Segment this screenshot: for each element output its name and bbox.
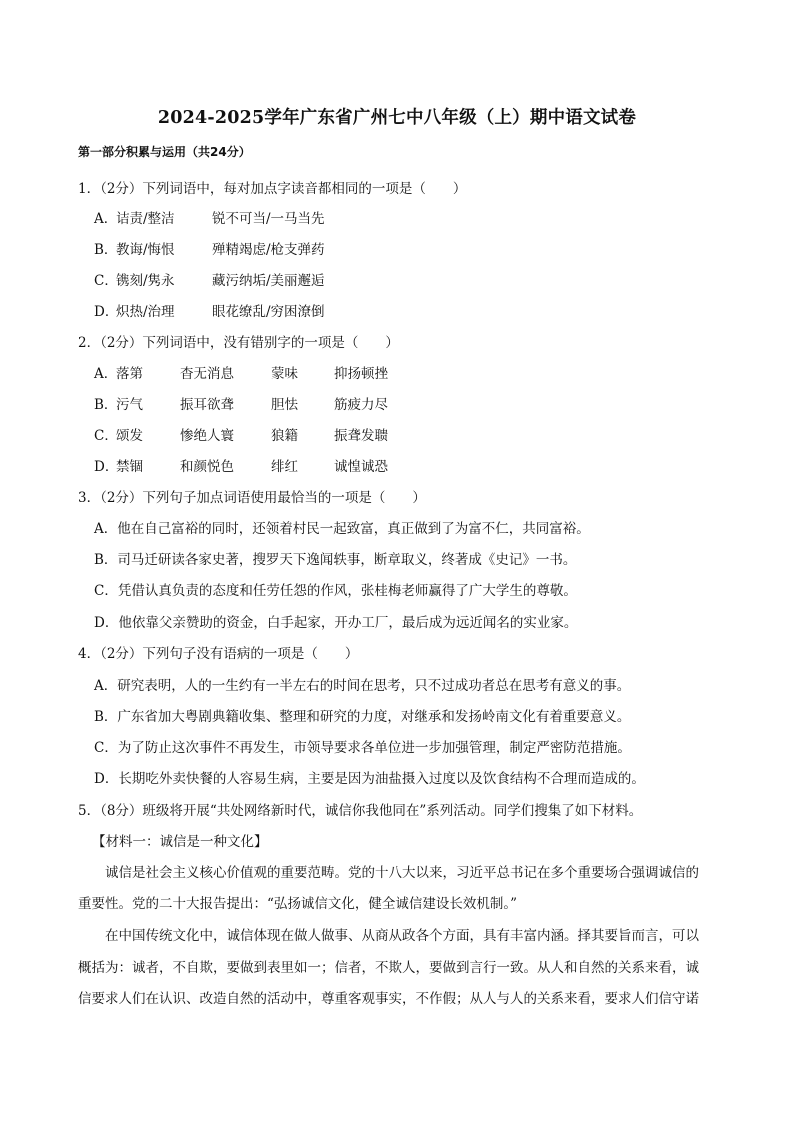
option-word: 胆怯 (271, 397, 298, 413)
option-label: C． (94, 428, 118, 444)
material-paragraph-line: 在中国传统文化中，诚信体现在做人做事、从商从政各个方面，具有丰富内涵。择其要旨而言，可以 (78, 928, 699, 944)
option-label: D． (94, 304, 119, 320)
option-word: 抑扬顿挫 (334, 366, 388, 382)
option-word: 颂发 (116, 428, 143, 444)
option-word: 禁锢 (116, 459, 143, 475)
question-1-option-b (94, 238, 325, 258)
question-4-stem: 4．（2分）下列句子没有语病的一项是（ ） (78, 646, 359, 662)
option-word: 振聋发聩 (334, 428, 388, 444)
option-word: 藏污纳垢/美丽邂逅 (212, 273, 325, 289)
question-2-option-d (94, 455, 388, 475)
question-2-option-b (94, 393, 388, 413)
question-3-option-c: C．凭借认真负责的态度和任劳任怨的作风，张桂梅老师赢得了广大学生的尊敬。 (94, 583, 577, 599)
option-word: 杳无消息 (180, 366, 234, 382)
option-word: 绯红 (271, 459, 298, 475)
question-1-option-a (94, 207, 325, 227)
question-4-option-b: B．广东省加大粤剧典籍收集、整理和研究的力度，对继承和发扬岭南文化有着重要意义。 (94, 709, 631, 725)
option-word: 诘责/整洁 (116, 211, 175, 227)
option-word: 落第 (116, 366, 143, 382)
material-paragraph-line: 诚信是社会主义核心价值观的重要范畴。党的十八大以来，习近平总书记在多个重要场合强调诚信的 (78, 865, 699, 881)
section-heading: 第一部分积累与运用（共24分） (78, 145, 251, 159)
option-label: D． (94, 459, 119, 475)
option-word: 殚精竭虑/枪支弹药 (212, 242, 325, 258)
option-label: A． (94, 366, 118, 382)
question-2-stem: 2．（2分）下列词语中，没有错别字的一项是（ ） (78, 335, 399, 351)
question-4-option-a: A．研究表明，人的一生约有一半左右的时间在思考，只不过成功者总在思考有意义的事。 (94, 678, 631, 694)
option-word: 狼籍 (271, 428, 298, 444)
material-paragraph-line: 重要性。党的二十大报告提出：“弘扬诚信文化，健全诚信建设长效机制。” (78, 896, 518, 912)
question-2-option-c (94, 424, 388, 444)
option-word: 诚惶诚恐 (334, 459, 388, 475)
option-word: 和颜悦色 (180, 459, 234, 475)
question-2-option-a (94, 362, 388, 382)
question-1-option-d (94, 300, 325, 320)
option-word: 锐不可当/一马当先 (212, 211, 325, 227)
option-word: 教诲/悔恨 (116, 242, 175, 258)
option-word: 炽热/治理 (116, 304, 175, 320)
question-3-option-d: D．他依靠父亲赞助的资金，白手起家，开办工厂，最后成为远近闻名的实业家。 (94, 615, 578, 631)
question-3-option-b: B．司马迁研读各家史著，搜罗天下逸闻轶事，断章取义，终著成《史记》一书。 (94, 552, 577, 568)
option-label: A． (94, 211, 118, 227)
option-word: 镌刻/隽永 (116, 273, 175, 289)
option-word: 蒙味 (271, 366, 298, 382)
option-label: B． (94, 397, 118, 413)
question-5-stem: 5．（8分）班级将开展“共处网络新时代，诚信你我他同在”系列活动。同学们搜集了如下材料。 (78, 803, 643, 819)
option-word: 眼花缭乱/穷困潦倒 (212, 304, 325, 320)
material-one-title: 【材料一：诚信是一种文化】 (92, 834, 268, 850)
option-word: 振耳欲聋 (180, 397, 234, 413)
question-4-option-c: C．为了防止这次事件不再发生，市领导要求各单位进一步加强管理，制定严密防范措施。 (94, 740, 631, 756)
option-word: 筋疲力尽 (334, 397, 388, 413)
question-3-stem: 3．（2分）下列句子加点词语使用最恰当的一项是（ ） (78, 490, 426, 506)
material-paragraph-line: 信要求人们在认识、改造自然的活动中，尊重客观事实，不作假；从人与人的关系来看，要求人们信守诺 (78, 991, 699, 1007)
material-paragraph-line: 概括为：诚者，不自欺，要做到表里如一；信者，不欺人，要做到言行一致。从人和自然的关系来看，诚 (78, 960, 699, 976)
exam-title: 2024-2025学年广东省广州七中八年级（上）期中语文试卷 (157, 108, 637, 128)
question-4-option-d: D．长期吃外卖快餐的人容易生病，主要是因为油盐摄入过度以及饮食结构不合理而造成的。 (94, 771, 645, 787)
option-word: 污气 (116, 397, 143, 413)
question-1-stem: 1．（2分）下列词语中，每对加点字读音都相同的一项是（ ） (78, 181, 467, 197)
option-word: 惨绝人寰 (180, 428, 234, 444)
question-3-option-a: A．他在自己富裕的同时，还领着村民一起致富，真正做到了为富不仁，共同富裕。 (94, 521, 590, 537)
option-label: C． (94, 273, 118, 289)
question-1-option-c (94, 269, 325, 289)
option-label: B． (94, 242, 118, 258)
